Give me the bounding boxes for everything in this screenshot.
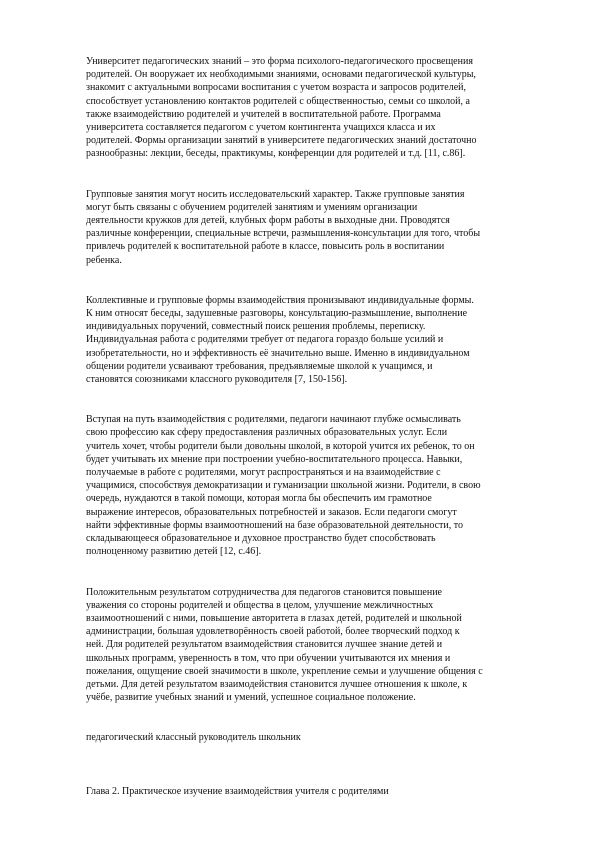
paragraph-line: Университет педагогических знаний – это форма психолого-педагогического просвещения [86,56,473,67]
paragraph-line: разнообразны: лекции, беседы, практикумы, конференции для родителей и т.д. [11, с.86]. [86,148,466,160]
paragraph-line: пожелания, ощущение своей значимости в школе, укрепление семьи и улучшение общения с [86,665,483,677]
paragraph-line: ребенка. [86,254,122,266]
paragraph-line: общении родители усваивают требования, предъявляемые школой к учащимся, и [86,360,433,372]
paragraph-line: взаимоотношений с ними, повышение авторитета в глазах детей, родителей и школьной [86,612,462,624]
paragraph-2 [86,188,556,267]
paragraph-line: полноценному развитию детей [12, с.46]. [86,546,262,558]
chapter-heading: Глава 2. Практическое изучение взаимодействия учителя с родителями [86,785,389,797]
paragraph-4 [86,413,556,558]
paragraph-line: выражение интересов, образовательных потребностей и заказов. Если педагоги смогут [86,506,457,518]
text-column [86,55,556,798]
paragraph-line: школьных программ, уверенность в том, что при обучении учитываются их мнения и [86,652,451,664]
paragraph-line: университета составляется педагогом с учетом контингента учащихся класса и их [86,122,436,134]
paragraph-line: уважения со стороны родителей и общества в целом, улучшение межличностных [86,599,434,611]
paragraph-line: различные конференции, специальные встречи, размышления-консультации для того, чтобы [86,228,481,240]
paragraph-line: также взаимодействию родителей и учителей в воспитательной работе. Программа [86,108,441,120]
paragraph-line: знакомит с актуальными вопросами воспитания с учетом возраста и запросов родителей, [86,82,466,94]
paragraph-line: родителей. Формы организации занятий в университете педагогических знаний достаточно [86,135,477,147]
paragraph-line: учёбе, развитие учебных знаний и умений, успешное социальное положение. [86,692,416,704]
paragraph-line: получаемые в работе с родителями, могут распространяться и на взаимодействие с [86,467,441,479]
paragraph-1 [86,55,556,161]
paragraph-line: Индивидуальная работа с родителями требует от педагога гораздо больше усилий и [86,334,444,346]
paragraph-line: детьми. Для детей результатом взаимодействия становится лучшее отношения к школе, к [86,678,468,690]
paragraph-line: свою профессию как сферу предоставления различных образовательных услуг. Если [86,427,448,439]
paragraph-line: очередь, нуждаются в такой помощи, которая могла бы обеспечить им грамотное [86,493,432,505]
paragraph-line: Вступая на путь взаимодействия с родителями, педагоги начинают глубже осмысливать [86,414,461,426]
paragraph-line: учащимися, способствуя демократизации и гуманизации школьной жизни. Родители, в свою [86,480,481,492]
paragraph-line: Групповые занятия могут носить исследовательский характер. Также групповые занятия [86,188,465,200]
paragraph-line: становятся союзниками классного руководителя [7, 150-156]. [86,374,348,386]
paragraph-line: будет учитывать их мнение при построении учебно-воспитательного процесса. Навыки, [86,453,463,465]
paragraph-line: К ним относят беседы, задушевные разговоры, консультацию-размышление, выполнение [86,308,468,320]
paragraph-line: Коллективные и групповые формы взаимодействия пронизывают индивидуальные формы. [86,294,474,306]
paragraph-line: привлечь родителей к воспитательной работе в классе, повысить роль в воспитании [86,241,445,253]
paragraph-line: изобретательности, но и эффективность её значительно выше. Именно в индивидуальном [86,347,470,359]
paragraph-line: администрации, большая удовлетворённость своей работой, более творческий подход к [86,626,460,638]
paragraph-line: родителей. Он вооружает их необходимыми знаниями, основами педагогической культуры, [86,69,476,81]
paragraph-line: индивидуальных поручений, совместный поиск решения проблемы, переписку. [86,321,426,333]
paragraphs-container [86,55,556,704]
paragraph-line: способствует установлению контактов родителей с общественностью, семьи со школой, а [86,95,470,107]
paragraph-line: ней. Для родителей результатом взаимодействия становится лучшее знание детей и [86,639,443,651]
paragraph-5 [86,586,556,705]
paragraph-line: найти эффективные формы взаимоотношений на базе образовательной деятельности, то [86,519,464,531]
paragraph-line: деятельности кружков для детей, клубных форм работы в выходные дни. Проводятся [86,215,450,227]
paragraph-line: могут быть связаны с обучением родителей занятиям и умениям организации [86,201,418,213]
paragraph-line: учитель хочет, чтобы родители были довольны школой, в которой учится их ребенок, то он [86,440,475,452]
paragraph-line: складывающееся образовательное и духовное пространство будет способствовать [86,533,436,545]
paragraph-3 [86,294,556,386]
keywords-line: педагогический классный руководитель школьник [86,732,301,744]
paragraph-line: Положительным результатом сотрудничества для педагогов становится повышение [86,586,442,598]
